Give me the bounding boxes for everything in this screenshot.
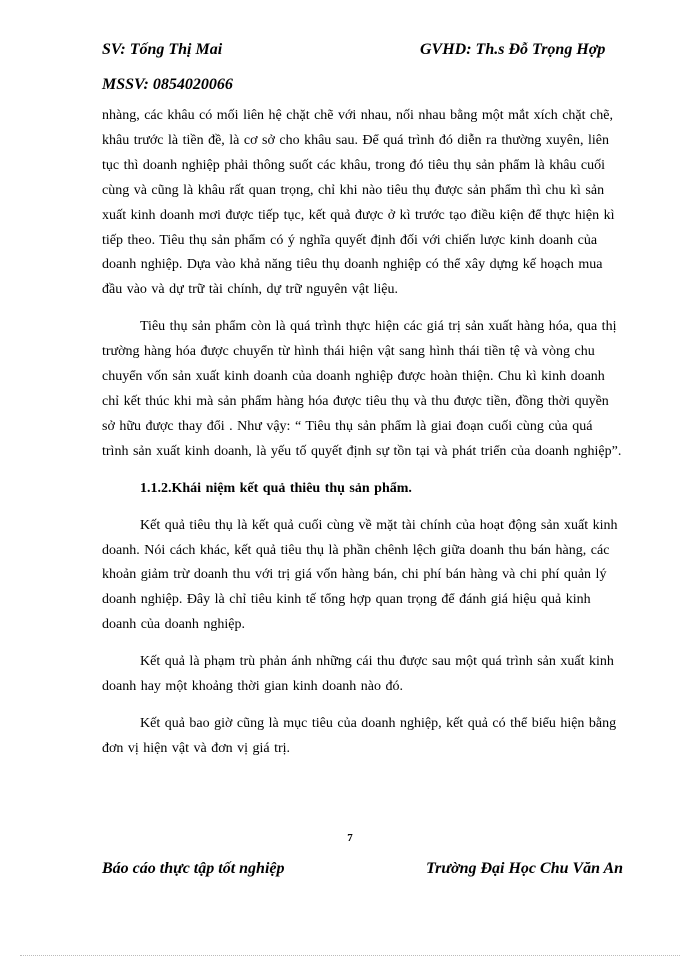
footer-report-title: Báo cáo thực tập tốt nghiệp bbox=[102, 860, 285, 877]
paragraph-3: Kết quả tiêu thụ là kết quả cuối cùng về mặt tài chính của hoạt động sản xuất kinh doanh. Nói cách khác, kết quả tiêu thụ là phần chênh lệch giữa doanh thu bán hàng, các khoản giảm trừ doanh thu với trị giá vốn hàng bán, chi phí bán hàng và chi phí quản lý doanh nghiệp. Đây là chỉ tiêu kinh tế tổng hợp quan trọng để đánh giá hiệu quả kinh doanh của doanh nghiệp. bbox=[102, 517, 618, 633]
paragraph-2: Tiêu thụ sản phẩm còn là quá trình thực hiện các giá trị sản xuất hàng hóa, qua thị trường hàng hóa được chuyển từ hình thái hiện vật sang hình thái tiền tệ và vòng chu chuyển vốn sản xuất kinh doanh của doanh nghiệp được hoàn thiện. Chu kì kinh doanh chỉ kết thúc khi mà sản phẩm hàng hóa được tiêu thụ và thu được tiền, đồng thời quyền sở hữu được thay đổi . Như vậy: “ Tiêu thụ sản phẩm là giai đoạn cuối cùng của quá trình sản xuất kinh doanh, là yếu tố quyết định sự tồn tại và phát triển của doanh nghiệp”. bbox=[102, 319, 622, 459]
section-heading: 1.1.2.Khái niệm kết quả thiêu thụ sản phẩm. bbox=[140, 480, 412, 496]
header-advisor: GVHD: Th.s Đỗ Trọng Hợp bbox=[420, 41, 606, 58]
document-body bbox=[102, 104, 622, 762]
page-number: 7 bbox=[347, 832, 353, 844]
paragraph-1: nhàng, các khâu có mối liên hệ chặt chẽ với nhau, nối nhau bằng một mắt xích chặt chẽ, khâu trước là tiền đề, là cơ sở cho khâu sau. Để quá trình đó diễn ra thường xuyên, liên tục thì doanh nghiệp phải thông suốt các khâu, trong đó tiêu thụ sản phẩm là khâu cuối cùng và cũng là khâu rất quan trọng, chỉ khi nào tiêu thụ được sản phẩm thì chu kì sản xuất kinh doanh mơi được tiếp tục, kết quả được ở kì trước tạo điều kiện để thực hiện kì tiếp theo. Tiêu thụ sản phẩm có ý nghĩa quyết định đối với chiến lược kinh doanh của doanh nghiệp. Dựa vào khả năng tiêu thụ doanh nghiệp có thể xây dựng kế hoạch mua đầu vào và dự trữ tài chính, dự trữ nguyên vật liệu. bbox=[102, 108, 615, 298]
header-student-name: SV: Tống Thị Mai bbox=[102, 41, 223, 58]
paragraph-5: Kết quả bao giờ cũng là mục tiêu của doanh nghiệp, kết quả có thể biểu hiện bằng đơn vị hiện vật và đơn vị giá trị. bbox=[102, 715, 617, 756]
header-student-id: MSSV: 0854020066 bbox=[102, 76, 233, 93]
page-bottom-divider bbox=[20, 955, 680, 956]
footer-school: Trường Đại Học Chu Văn An bbox=[426, 860, 624, 877]
paragraph-4: Kết quả là phạm trù phản ánh những cái thu được sau một quá trình sản xuất kinh doanh hay một khoảng thời gian kinh doanh nào đó. bbox=[102, 654, 614, 695]
